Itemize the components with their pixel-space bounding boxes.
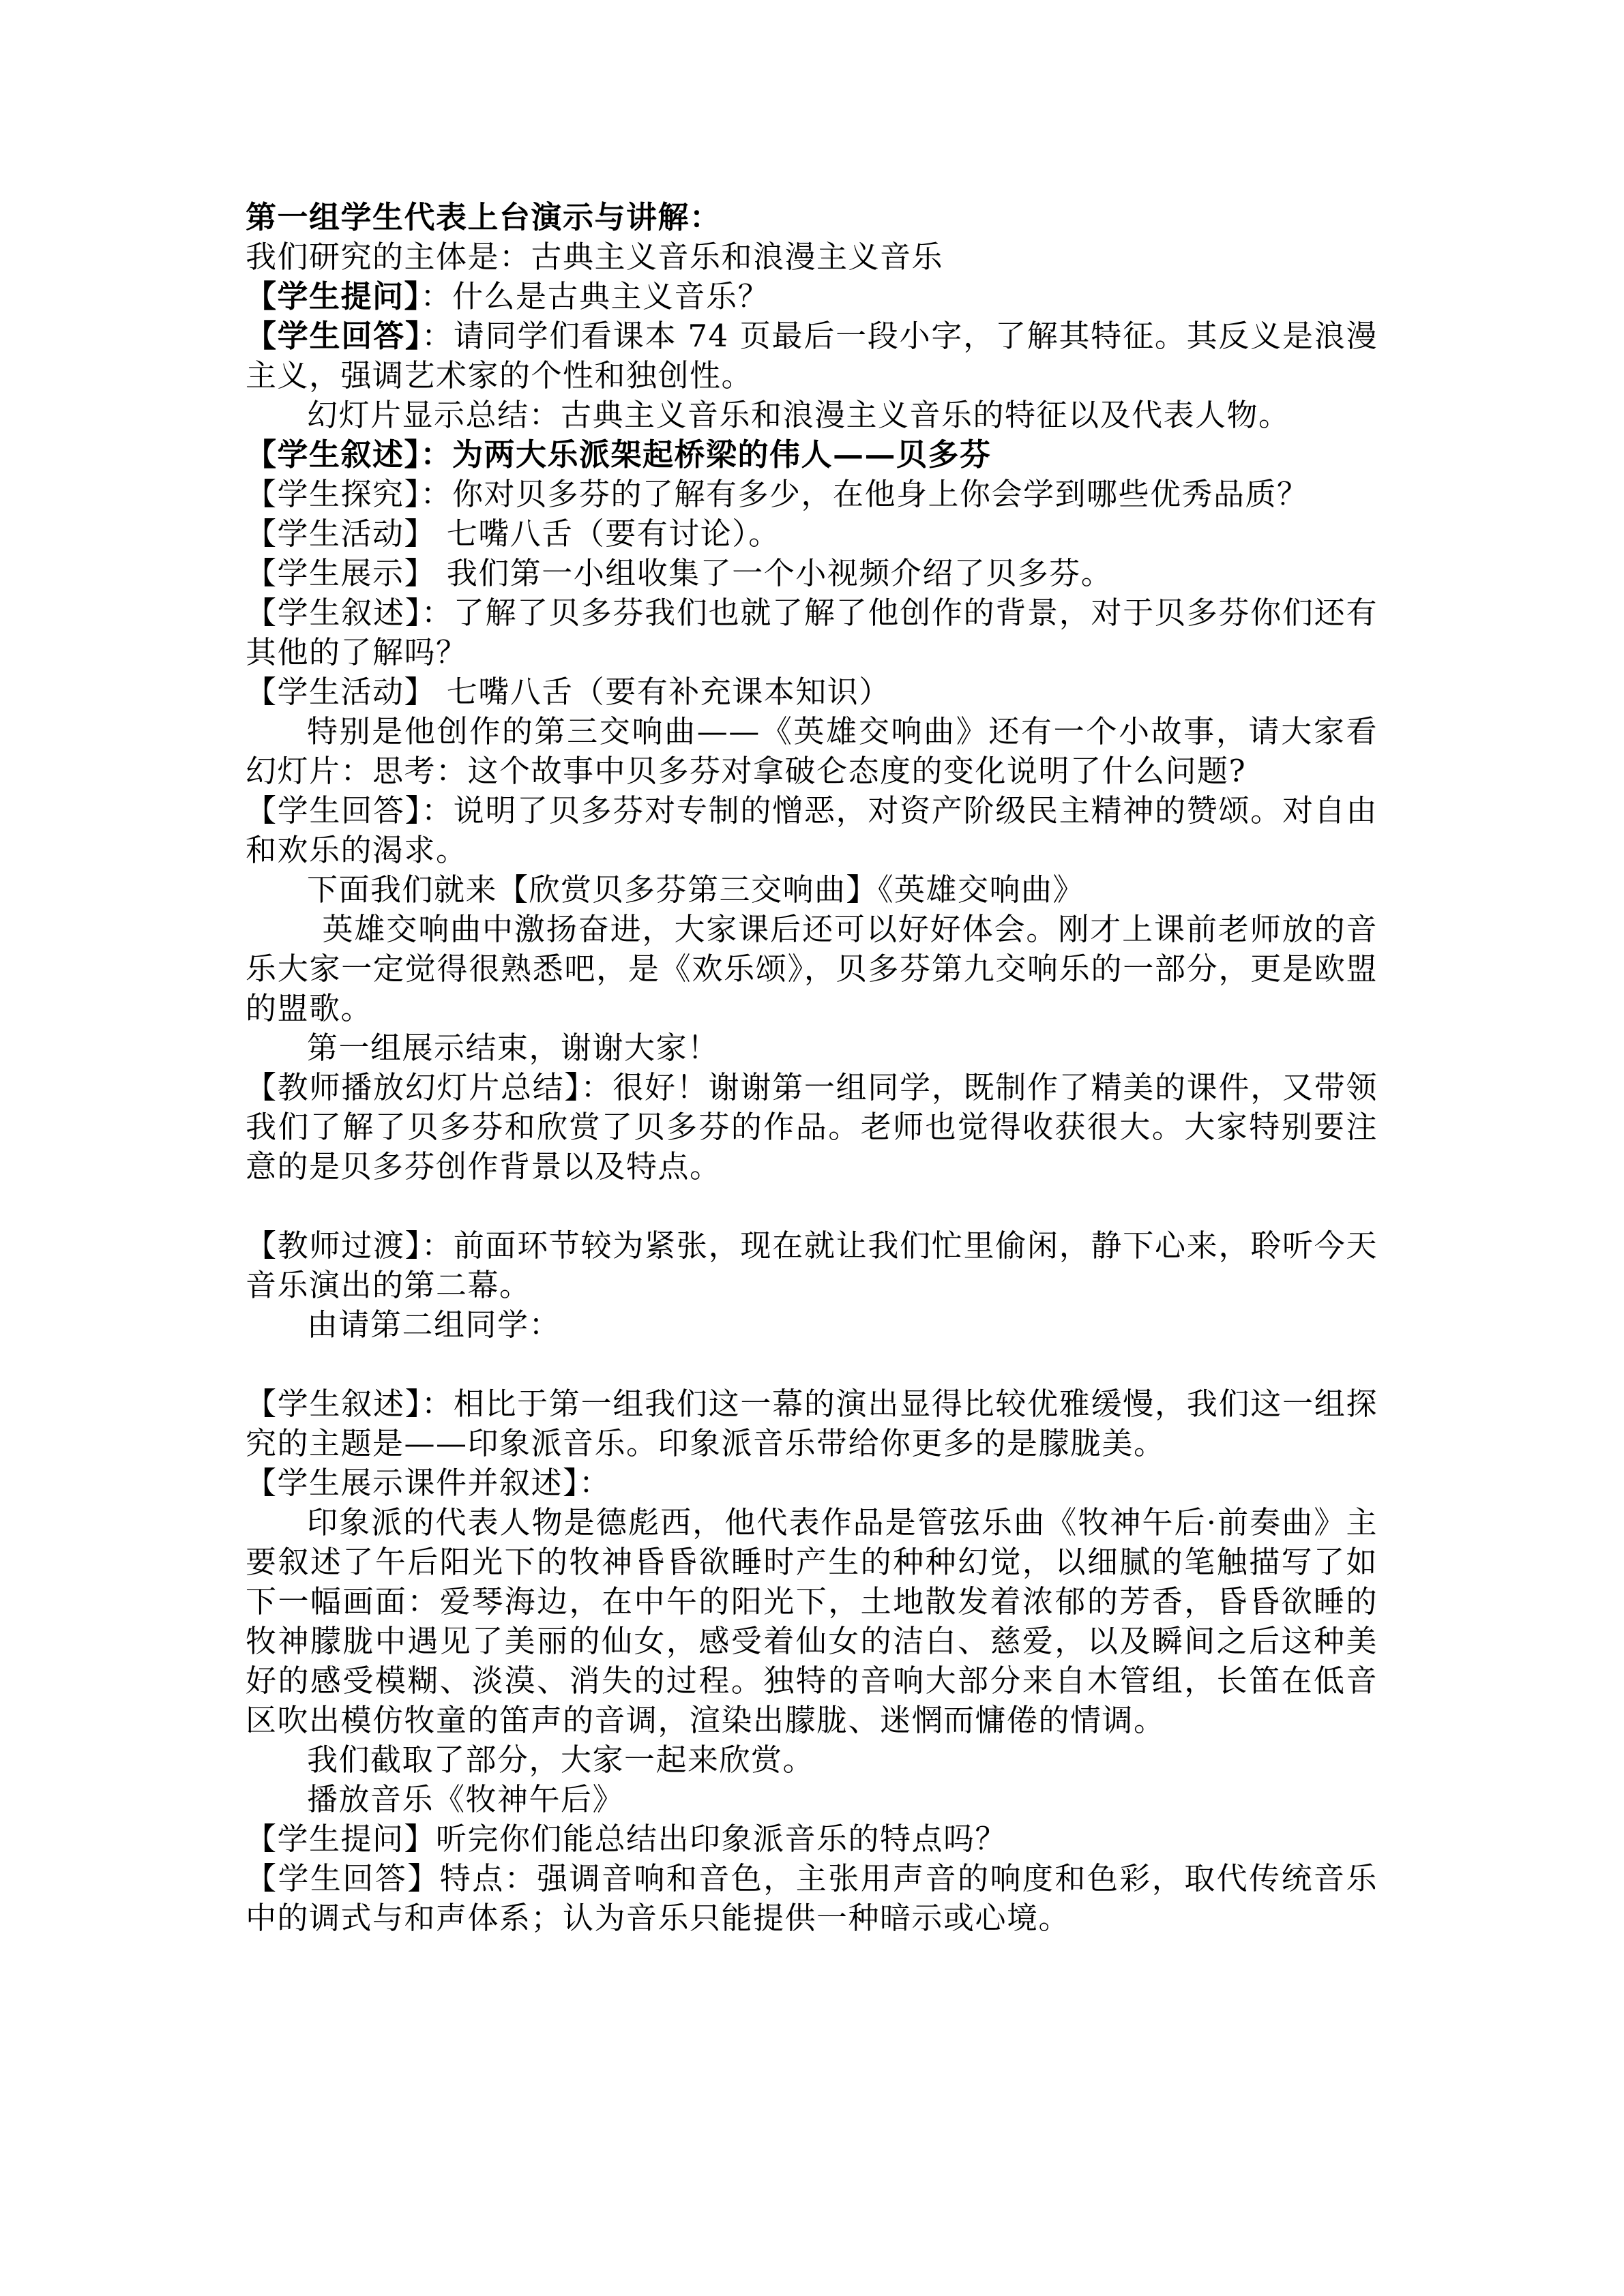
heading-group-one: 第一组学生代表上台演示与讲解： — [246, 199, 722, 235]
paragraph-student-courseware: 【学生展示课件并叙述】： — [246, 1465, 611, 1501]
blank-line — [246, 1187, 1378, 1226]
paragraph-student-narrate-background: 【学生叙述】：了解了贝多芬我们也就了解了他创作的背景，对于贝多芬你们还有其他的了解吗？ — [246, 595, 1378, 670]
paragraph-teacher-transition: 【教师过渡】：前面环节较为紧张，现在就让我们忙里偷闲，静下心来，聆听今天音乐演出的第二幕。 — [246, 1227, 1378, 1303]
paragraph-student-question — [246, 277, 1378, 316]
label-student-answer: 【学生回答】 — [246, 318, 422, 354]
text-student-question: ：什么是古典主义音乐？ — [420, 278, 770, 314]
paragraph-beethoven-bridge: 【学生叙述】：为两大乐派架起桥梁的伟人——贝多芬 — [246, 436, 992, 473]
paragraph-student-explore: 【学生探究】：你对贝多芬的了解有多少，在他身上你会学到哪些优秀品质？ — [246, 476, 1309, 512]
paragraph-teacher-summary: 【教师播放幻灯片总结】：很好！谢谢第一组同学，既制作了精美的课件，又带领我们了解了贝多芬和欣赏了贝多芬的作品。老师也觉得收获很大。大家特别要注意的是贝多芬创作背景以及特点。 — [246, 1069, 1378, 1184]
paragraph-student-activity-2: 【学生活动】 七嘴八舌（要有补充课本知识） — [246, 674, 891, 710]
paragraph-slide-summary: 幻灯片显示总结：古典主义音乐和浪漫主义音乐的特征以及代表人物。 — [307, 397, 1290, 433]
text-student-answer: ：请同学们看课本 74 页最后一段小字，了解其特征。其反义是浪漫主义，强调艺术家的个性和独创性。 — [246, 318, 1378, 393]
paragraph-listen-eroica: 下面我们就来【欣赏贝多芬第三交响曲】《英雄交响曲》 — [307, 871, 1085, 908]
document-page — [246, 198, 1378, 1938]
paragraph-student-activity-1: 【学生活动】 七嘴八舌（要有讨论）。 — [246, 516, 780, 552]
paragraph-student-answer — [246, 316, 1378, 396]
paragraph-invite-group-two: 由请第二组同学： — [307, 1307, 561, 1343]
paragraph-student-answer-3: 【学生回答】特点：强调音响和音色，主张用声音的响度和色彩，取代传统音乐中的调式与和声体系；认为音乐只能提供一种暗示或心境。 — [246, 1860, 1378, 1936]
paragraph-eroica-story: 特别是他创作的第三交响曲——《英雄交响曲》还有一个小故事，请大家看幻灯片：思考：这个故事中贝多芬对拿破仑态度的变化说明了什么问题? — [246, 713, 1378, 789]
paragraph-ode-to-joy: 英雄交响曲中激扬奋进，大家课后还可以好好体会。刚才上课前老师放的音乐大家一定觉得很熟悉吧，是《欢乐颂》，贝多芬第九交响乐的一部分，更是欧盟的盟歌。 — [246, 911, 1378, 1026]
paragraph-group-one-end: 第一组展示结束，谢谢大家！ — [307, 1030, 720, 1066]
label-student-question: 【学生提问】 — [246, 278, 421, 314]
paragraph-impressionism-intro: 【学生叙述】：相比于第一组我们这一幕的演出显得比较优雅缓慢，我们这一组探究的主题是——印象派音乐。印象派音乐带给你更多的是朦胧美。 — [246, 1386, 1378, 1461]
paragraph-debussy: 印象派的代表人物是德彪西，他代表作品是管弦乐曲《牧神午后·前奏曲》主要叙述了午后阳光下的牧神昏昏欲睡时产生的种种幻觉，以细腻的笔触描写了如下一幅画面：爱琴海边，在中午的阳光下，土地散发着浓郁的芳香，昏昏欲睡的牧神朦胧中遇见了美丽的仙女，感受着仙女的洁白、慈爱，以及瞬间之后这种美好的感受模糊、淡漠、消失的过程。独特的音响大部分来自木管组，长笛在低音区吹出模仿牧童的笛声的音调，渲染出朦胧、迷惘而慵倦的情调。 — [246, 1504, 1378, 1738]
paragraph-play-music: 播放音乐《牧神午后》 — [307, 1781, 625, 1817]
paragraph-excerpt: 我们截取了部分，大家一起来欣赏。 — [307, 1742, 815, 1778]
paragraph-research-subject: 我们研究的主体是：古典主义音乐和浪漫主义音乐 — [246, 239, 944, 275]
paragraph-student-answer-2: 【学生回答】：说明了贝多芬对专制的憎恶，对资产阶级民主精神的赞颂。对自由和欢乐的渴求。 — [246, 792, 1378, 868]
blank-line — [246, 1345, 1378, 1384]
paragraph-student-question-2: 【学生提问】听完你们能总结出印象派音乐的特点吗？ — [246, 1821, 1007, 1857]
paragraph-student-show: 【学生展示】 我们第一小组收集了一个小视频介绍了贝多芬。 — [246, 555, 1113, 591]
